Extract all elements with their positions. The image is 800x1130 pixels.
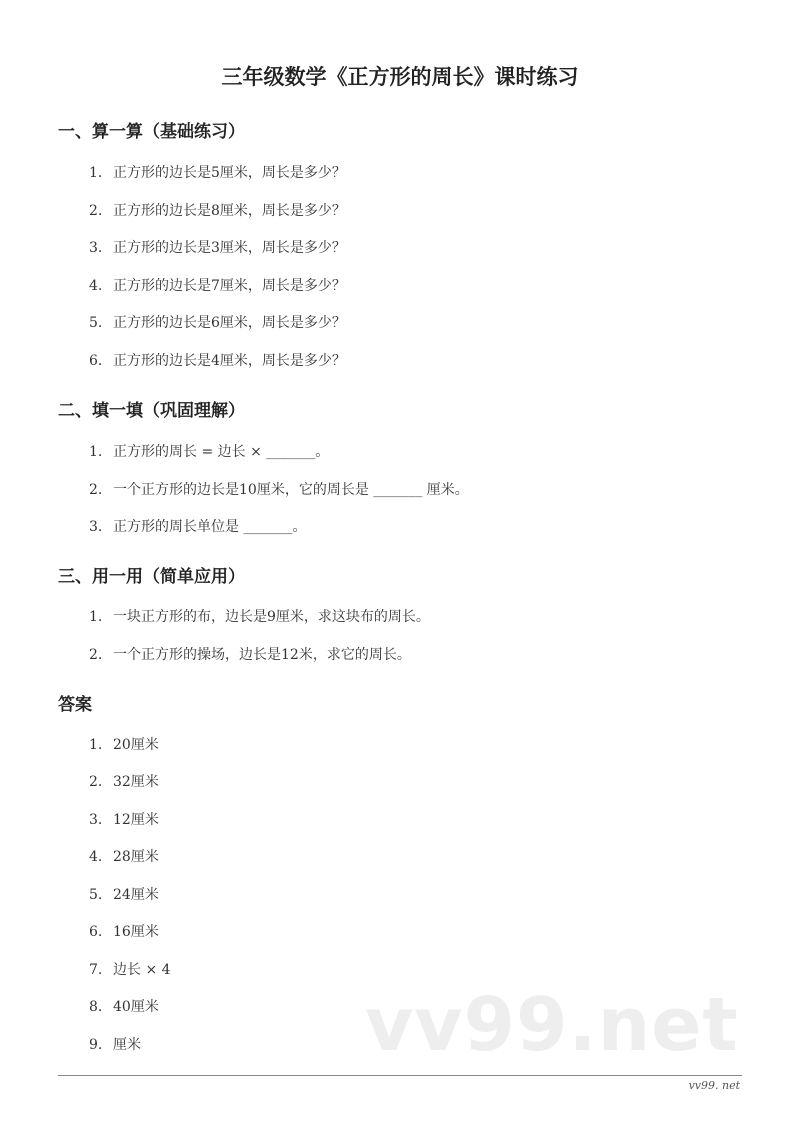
item-text: 24厘米 xyxy=(113,887,159,903)
answer-item xyxy=(89,847,159,867)
list-item xyxy=(89,442,329,462)
item-text: 正方形的边长是8厘米，周长是多少？ xyxy=(113,203,346,219)
page-title: 三年级数学《正方形的周长》课时练习 xyxy=(221,65,579,89)
list-item xyxy=(89,645,411,665)
item-text: 32厘米 xyxy=(113,774,159,790)
list-item xyxy=(89,480,469,500)
section-heading-apply: 三、用一用（简单应用） xyxy=(58,567,245,587)
list-item xyxy=(89,517,306,537)
answer-item xyxy=(89,885,159,905)
list-item xyxy=(89,163,346,183)
item-number: 1. xyxy=(89,609,103,625)
item-text: 一个正方形的操场，边长是12米，求它的周长。 xyxy=(113,647,411,663)
item-text: 28厘米 xyxy=(113,849,159,865)
item-number: 9. xyxy=(89,1037,103,1053)
item-text: 正方形的边长是3厘米，周长是多少？ xyxy=(113,240,346,256)
item-number: 7. xyxy=(89,962,103,978)
section-heading-answers: 答案 xyxy=(58,695,92,715)
item-number: 4. xyxy=(89,849,103,865)
item-text: 正方形的周长 = 边长 × _______。 xyxy=(113,444,330,460)
item-number: 3. xyxy=(89,519,103,535)
list-item xyxy=(89,276,346,296)
item-text: 40厘米 xyxy=(113,999,159,1015)
item-number: 8. xyxy=(89,999,103,1015)
answer-item xyxy=(89,1035,141,1055)
item-number: 3. xyxy=(89,812,103,828)
answer-item xyxy=(89,960,171,980)
item-number: 1. xyxy=(89,165,103,181)
item-text: 正方形的边长是5厘米，周长是多少？ xyxy=(113,165,346,181)
item-text: 12厘米 xyxy=(113,812,159,828)
item-number: 5. xyxy=(89,887,103,903)
answer-item xyxy=(89,922,159,942)
item-number: 2. xyxy=(89,774,103,790)
item-text: 16厘米 xyxy=(113,924,159,940)
item-text: 正方形的边长是7厘米，周长是多少？ xyxy=(113,278,346,294)
item-text: 20厘米 xyxy=(113,737,159,753)
item-number: 6. xyxy=(89,353,103,369)
item-number: 1. xyxy=(89,737,103,753)
list-item xyxy=(89,201,346,221)
watermark: vv99.net xyxy=(365,982,739,1068)
item-text: 正方形的周长单位是 _______。 xyxy=(113,519,307,535)
item-text: 一块正方形的布，边长是9厘米，求这块布的周长。 xyxy=(113,609,430,625)
answer-item xyxy=(89,735,159,755)
item-number: 2. xyxy=(89,203,103,219)
item-text: 一个正方形的边长是10厘米，它的周长是 _______ 厘米。 xyxy=(113,482,469,498)
item-text: 正方形的边长是4厘米，周长是多少？ xyxy=(113,353,346,369)
answer-item xyxy=(89,772,159,792)
answer-item xyxy=(89,997,159,1017)
answer-item xyxy=(89,810,159,830)
footer-divider xyxy=(58,1075,742,1076)
item-text: 边长 × 4 xyxy=(113,962,171,978)
list-item xyxy=(89,351,346,371)
section-heading-fill: 二、填一填（巩固理解） xyxy=(58,401,245,421)
item-number: 2. xyxy=(89,647,103,663)
section-heading-basic: 一、算一算（基础练习） xyxy=(58,122,245,142)
item-number: 4. xyxy=(89,278,103,294)
item-number: 3. xyxy=(89,240,103,256)
item-text: 厘米 xyxy=(113,1037,141,1053)
item-text: 正方形的边长是6厘米，周长是多少？ xyxy=(113,315,346,331)
item-number: 2. xyxy=(89,482,103,498)
item-number: 1. xyxy=(89,444,103,460)
footer-site-label: vv99. net xyxy=(688,1079,740,1092)
item-number: 6. xyxy=(89,924,103,940)
list-item xyxy=(89,313,346,333)
list-item xyxy=(89,607,430,627)
item-number: 5. xyxy=(89,315,103,331)
list-item xyxy=(89,238,346,258)
